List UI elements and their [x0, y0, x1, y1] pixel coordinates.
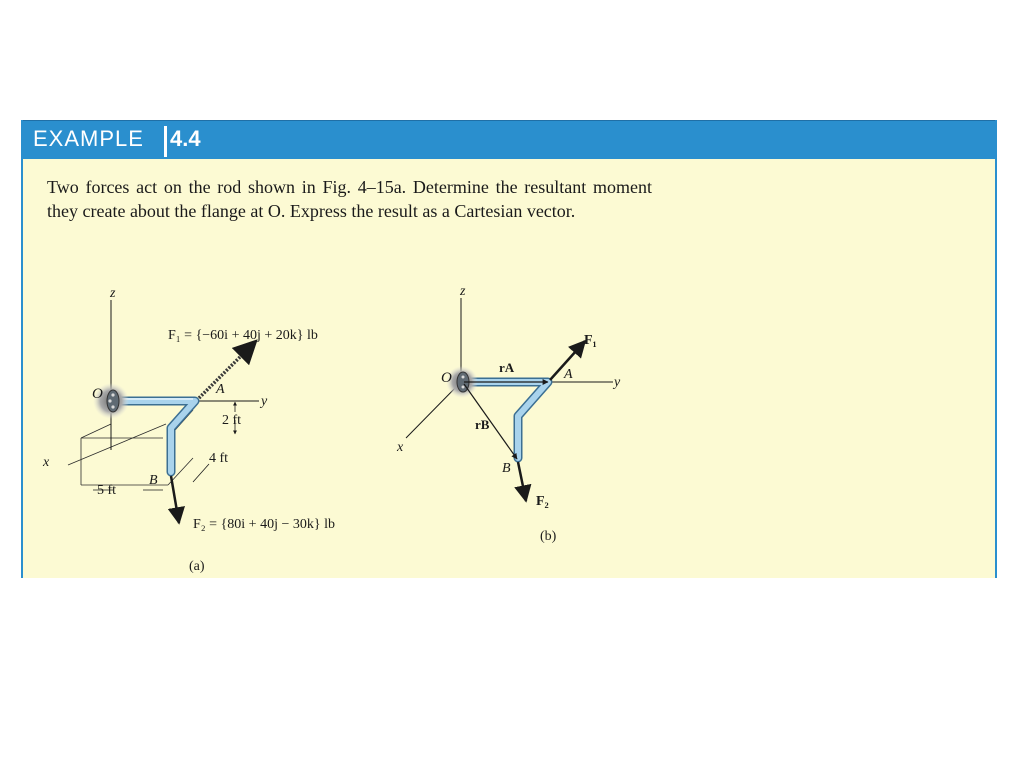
- figure-a-dim-4ft-line: [193, 464, 209, 482]
- figure-b-point-o: O: [441, 370, 452, 386]
- figure-b-y-label: y: [614, 375, 621, 390]
- figure-a: [42, 286, 335, 574]
- figure-a-f1-arrow: [199, 341, 256, 398]
- figure-b-f2-arrow: [518, 462, 526, 501]
- problem-statement: Two forces act on the rod shown in Fig. 4–15a. Determine the resultant moment they create about the flange at O. Express the result as a Cartesian vector.: [47, 177, 652, 221]
- figure-a-point-b: B: [149, 473, 158, 488]
- figure-b-rb-label: rB: [475, 417, 490, 432]
- figure-b-point-a: A: [564, 367, 573, 382]
- figure-a-f1-label: F₁ = {−60i + 40j + 20k} lb: [168, 328, 318, 343]
- figure-b-z-label: z: [460, 284, 466, 299]
- figure-a-y-label: y: [261, 394, 268, 409]
- figure-a-f2-arrow: [171, 476, 179, 523]
- example-label: EXAMPLE: [33, 126, 144, 151]
- figure-b-f2-label: F₂: [536, 494, 549, 509]
- figure-a-dim-5ft: 5 ft: [97, 483, 117, 498]
- example-number: 4.4: [170, 126, 201, 151]
- figure-a-dim-4ft: 4 ft: [209, 451, 229, 466]
- figure-a-dim-2ft: 2 ft: [222, 413, 242, 428]
- figure-a-f2-label: F₂ = {80i + 40j − 30k} lb: [193, 517, 335, 532]
- example-panel: [21, 120, 997, 578]
- figure-a-z-label: z: [110, 286, 116, 301]
- figure-b-ra-label: rA: [499, 360, 515, 375]
- figure-b-x-label: x: [397, 440, 404, 455]
- figure-b: [396, 284, 621, 544]
- figure-b-caption: (b): [540, 529, 557, 544]
- figures-canvas: [23, 120, 997, 578]
- figure-b-rb-vector: [464, 384, 517, 459]
- figure-a-point-a: A: [216, 382, 225, 397]
- figure-a-caption: (a): [189, 559, 205, 574]
- figure-b-f1-label: F₁: [584, 333, 597, 348]
- figure-a-point-o: O: [92, 386, 103, 402]
- figure-b-point-b: B: [502, 461, 511, 476]
- figure-a-x-label: x: [43, 455, 50, 470]
